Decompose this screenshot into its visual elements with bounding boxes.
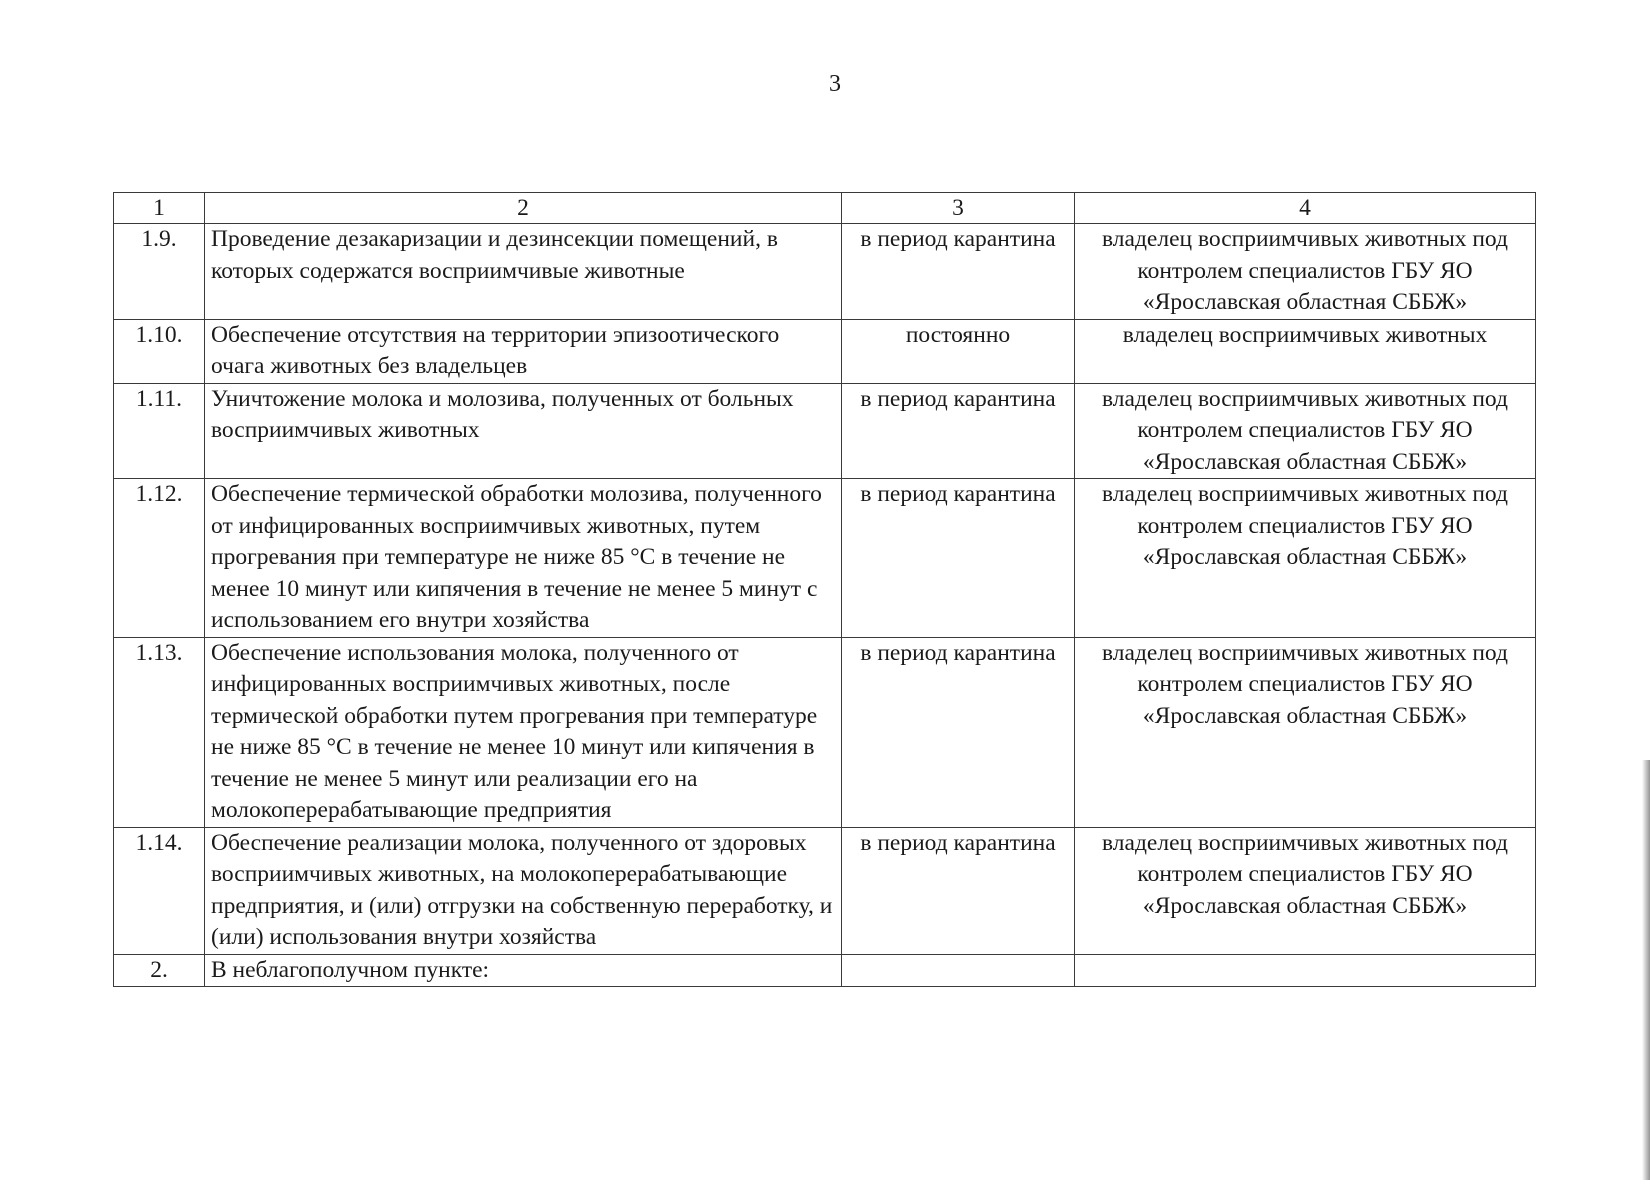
row-responsible: владелец восприимчивых животных под контролем специалистов ГБУ ЯО «Ярославская областная СББЖ»	[1075, 637, 1536, 827]
row-responsible: владелец восприимчивых животных под контролем специалистов ГБУ ЯО «Ярославская областная СББЖ»	[1075, 383, 1536, 479]
measures-table	[113, 192, 1536, 987]
table-row	[114, 383, 1536, 479]
row-period: в период карантина	[842, 479, 1075, 638]
row-number: 1.14.	[114, 827, 205, 954]
header-col-2: 2	[205, 193, 842, 224]
table-row	[114, 827, 1536, 954]
row-number: 1.11.	[114, 383, 205, 479]
row-task: Уничтожение молока и молозива, полученных от больных восприимчивых животных	[205, 383, 842, 479]
row-responsible: владелец восприимчивых животных под контролем специалистов ГБУ ЯО «Ярославская областная СББЖ»	[1075, 827, 1536, 954]
row-responsible	[1075, 954, 1536, 987]
table-row	[114, 637, 1536, 827]
row-period: в период карантина	[842, 224, 1075, 320]
table-header-row	[114, 193, 1536, 224]
page-number: 3	[829, 71, 841, 97]
table-row	[114, 479, 1536, 638]
scan-edge-shadow	[1642, 760, 1650, 1180]
row-period: в период карантина	[842, 383, 1075, 479]
row-responsible: владелец восприимчивых животных под контролем специалистов ГБУ ЯО «Ярославская областная СББЖ»	[1075, 479, 1536, 638]
table-row	[114, 954, 1536, 987]
row-responsible: владелец восприимчивых животных	[1075, 319, 1536, 383]
row-period: в период карантина	[842, 637, 1075, 827]
row-task: В неблагополучном пункте:	[205, 954, 842, 987]
row-number: 1.12.	[114, 479, 205, 638]
row-period: постоянно	[842, 319, 1075, 383]
row-task: Обеспечение использования молока, полученного от инфицированных восприимчивых животных, после термической обработки путем прогревания при температуре не ниже 85 °С в течение не менее 10 минут или кипячения в течение не менее 5 минут или реализации его на молокоперерабатывающие предприятия	[205, 637, 842, 827]
row-task: Обеспечение отсутствия на территории эпизоотического очага животных без владельцев	[205, 319, 842, 383]
row-number: 2.	[114, 954, 205, 987]
row-period: в период карантина	[842, 827, 1075, 954]
row-task: Обеспечение реализации молока, полученного от здоровых восприимчивых животных, на молокоперерабатывающие предприятия, и (или) отгрузки на собственную переработку, и (или) использования внутри хозяйства	[205, 827, 842, 954]
row-task: Проведение дезакаризации и дезинсекции помещений, в которых содержатся восприимчивые животные	[205, 224, 842, 320]
row-period	[842, 954, 1075, 987]
row-number: 1.10.	[114, 319, 205, 383]
header-col-1: 1	[114, 193, 205, 224]
table-row	[114, 224, 1536, 320]
row-task: Обеспечение термической обработки молозива, полученного от инфицированных восприимчивых животных, путем прогревания при температуре не ниже 85 °С в течение не менее 10 минут или кипячения в течение не менее 5 минут с использованием его внутри хозяйства	[205, 479, 842, 638]
row-number: 1.13.	[114, 637, 205, 827]
row-responsible: владелец восприимчивых животных под контролем специалистов ГБУ ЯО «Ярославская областная СББЖ»	[1075, 224, 1536, 320]
header-col-4: 4	[1075, 193, 1536, 224]
table-row	[114, 319, 1536, 383]
header-col-3: 3	[842, 193, 1075, 224]
row-number: 1.9.	[114, 224, 205, 320]
